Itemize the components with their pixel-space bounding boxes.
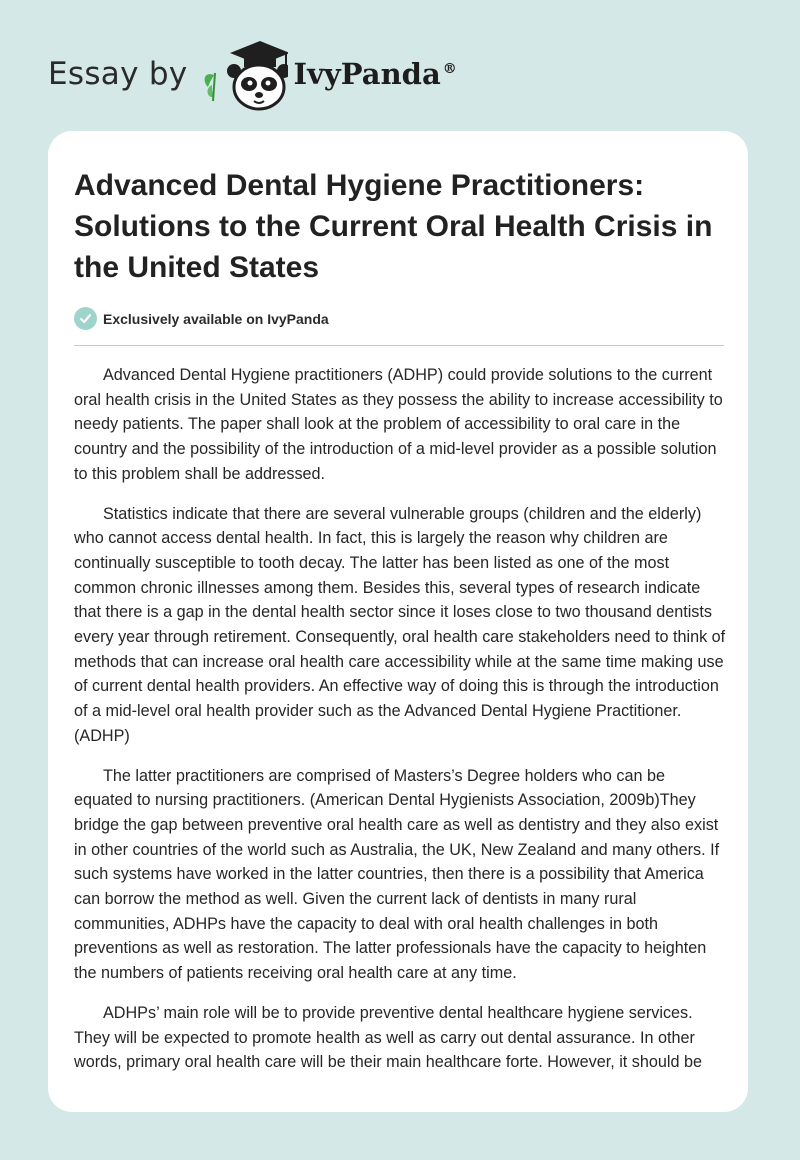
page-title: Advanced Dental Hygiene Practitioners: Solutions to the Current Oral Health Crisis in the United States (74, 169, 713, 284)
paragraph: Statistics indicate that there are several vulnerable groups (children and the elderly) who cannot access dental health. In fact, this is largely the reason why children are continually susceptible to tooth decay. The latter has been listed as one of the most common chronic illnesses among them. Besides this, several types of research indicate that there is a gap in the dental health sector since it loses close to two thousand dentists every year through retirement. Consequently, oral health care stakeholders need to think of methods that can increase oral health care accessibility while at the same time making use of current dental health providers. An effective way of doing this is through the introduction of a mid-level oral health provider such as the Advanced Dental Hygiene Practitioner. (ADHP) (74, 504, 726, 745)
essay-card (48, 131, 748, 1112)
leaf-icon (204, 73, 214, 101)
divider (74, 345, 724, 346)
essay-by-label: Essay by (48, 56, 188, 92)
exclusive-badge (74, 307, 329, 330)
site-header (48, 34, 457, 114)
registered-mark: ® (442, 61, 457, 78)
paragraph: Advanced Dental Hygiene practitioners (ADHP) could provide solutions to the current oral health crisis in the United States as they possess the ability to increase accessibility to needy patients. The paper shall look at the problem of accessibility to oral care in the country and the possibility of the introduction of a mid-level provider as a possible solution to this problem shall be addressed. (74, 366, 723, 483)
paragraph: The latter practitioners are comprised of Masters’s Degree holders who can be equated to nursing practitioners. (American Dental Hygienists Association, 2009b)They bridge the gap between preventive oral health care as well as dentistry and they also exist in other countries of the world such as Australia, the UK, New Zealand and many others. If such systems have worked in the latter countries, then there is a possibility that America can borrow the method as well. Given the current lack of dentists in many rural communities, ADHPs have the capacity to deal with oral health challenges in both preventions as well as restoration. The latter professionals have the capacity to heighten the numbers of patients receiving oral health care at any time. (74, 766, 720, 983)
exclusive-label: Exclusively available on IvyPanda (103, 310, 329, 327)
paragraph: ADHPs’ main role will be to provide preventive dental healthcare hygiene services. They will be expected to promote health as well as carry out dental assurance. In other words, primary oral health care will be their main healthcare forte. However, it should be (74, 1003, 703, 1072)
check-circle-icon (74, 307, 97, 330)
brand-name-text: IvyPanda (293, 57, 441, 91)
brand-name[interactable] (294, 57, 457, 91)
panda-graduate-logo-icon[interactable] (200, 35, 288, 113)
essay-body (74, 363, 726, 1090)
